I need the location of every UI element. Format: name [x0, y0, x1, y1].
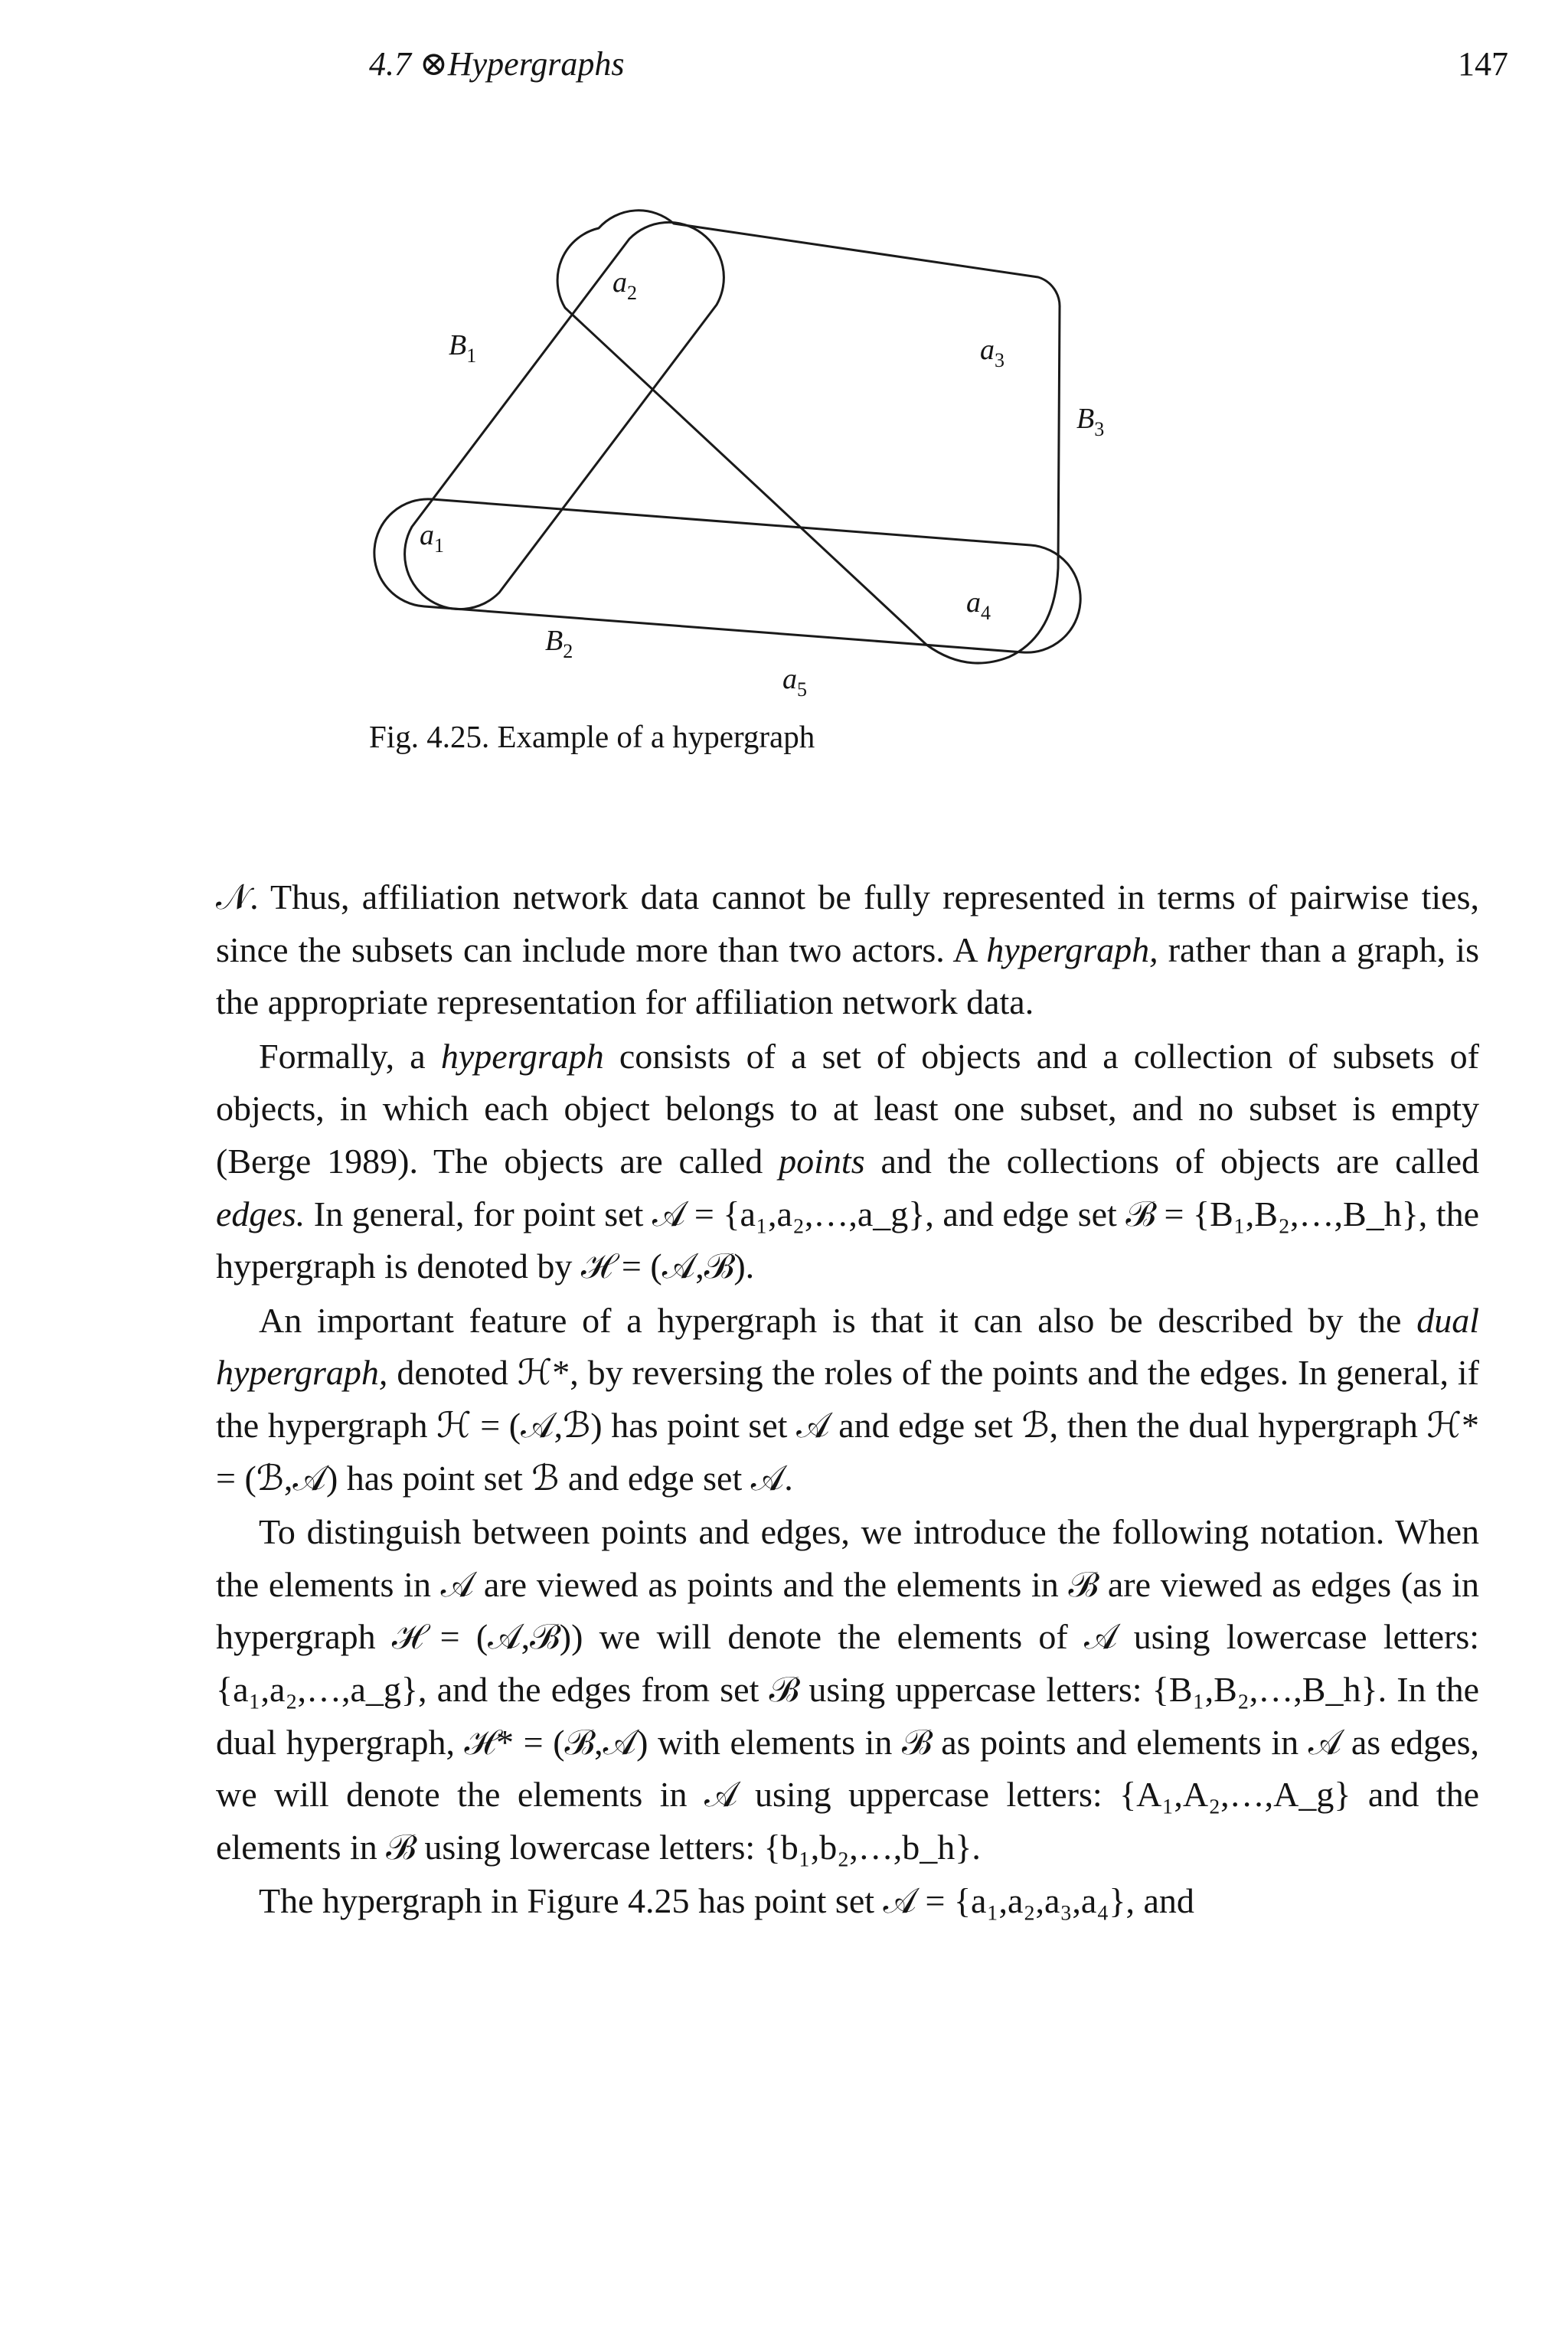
paragraph-1: 𝒩. Thus, affiliation network data cannot be fully represented in terms of pairwise ties, since the subsets can include more than two actors. A hypergraph, rather than a graph, is the appropriate representation for affiliation network data.	[216, 877, 1479, 1022]
section-number: 4.7	[369, 45, 420, 83]
point-a5-label: $a_5$	[782, 663, 807, 701]
edge-b1-label: $B_1$	[449, 329, 477, 367]
point-a2-label: $a_2$	[612, 266, 637, 304]
figure-caption: Fig. 4.25. Example of a hypergraph	[369, 719, 815, 754]
hypergraph-diagram	[0, 0, 1568, 766]
body-text	[216, 871, 1479, 1928]
paragraph-3: An important feature of a hypergraph is that it can also be described by the dual hypergraph, denoted ℋ*, by reversing the roles of the points and the edges. In general, if the hypergraph ℋ = (𝒜,ℬ) has point set 𝒜 and edge set ℬ, then the dual hypergraph ℋ* = (ℬ,𝒜) has point set ℬ and edge set 𝒜.	[216, 1300, 1479, 1498]
edge-b2-outline	[374, 499, 1080, 652]
paragraph-5: The hypergraph in Figure 4.25 has point set 𝒜 = {a₁,a₂,a₃,a₄}, and	[259, 1881, 1194, 1921]
section-title: Hypergraphs	[447, 45, 625, 83]
page-number: 147	[1458, 45, 1508, 83]
edge-b2-label: $B_2$	[545, 625, 573, 662]
point-a1-label: $a_1$	[420, 519, 444, 557]
point-a4-label: $a_4$	[966, 586, 991, 624]
paragraph-2: Formally, a hypergraph consists of a set of objects and a collection of subsets of objects, in which each object belongs to at least one subset, and no subset is empty (Berge 1989). The objects are called points and the collections of objects are called edges. In general, for point set 𝒜 = {a₁,a₂,…,a_g}, and edge set ℬ = {B₁,B₂,…,B_h}, the hypergraph is denoted by ℋ = (𝒜,ℬ).	[216, 1036, 1480, 1286]
hypergraph-figure	[0, 0, 1568, 766]
edge-b3-label: $B_3$	[1076, 403, 1105, 440]
paragraph-4: To distinguish between points and edges, we introduce the following notation. When the elements in 𝒜 are viewed as points and the elements in ℬ are viewed as edges (as in hypergraph ℋ = (𝒜,ℬ)) we will denote the elements of 𝒜 using lowercase letters: {a₁,a₂,…,a_g}, and the edges from set ℬ using uppercase letters: {B₁,B₂,…,B_h}. In the dual hypergraph, ℋ* = (ℬ,𝒜) with elements in ℬ as points and elements in 𝒜 as edges, we will denote the elements in 𝒜 using uppercase letters: {A₁,A₂,…,A_g} and the elements in ℬ using lowercase letters: {b₁,b₂,…,b_h}.	[216, 1512, 1479, 1867]
point-a3-label: $a_3$	[980, 334, 1004, 371]
starred-section-icon: ⊗	[420, 45, 448, 83]
edge-b1-outline	[405, 222, 724, 609]
